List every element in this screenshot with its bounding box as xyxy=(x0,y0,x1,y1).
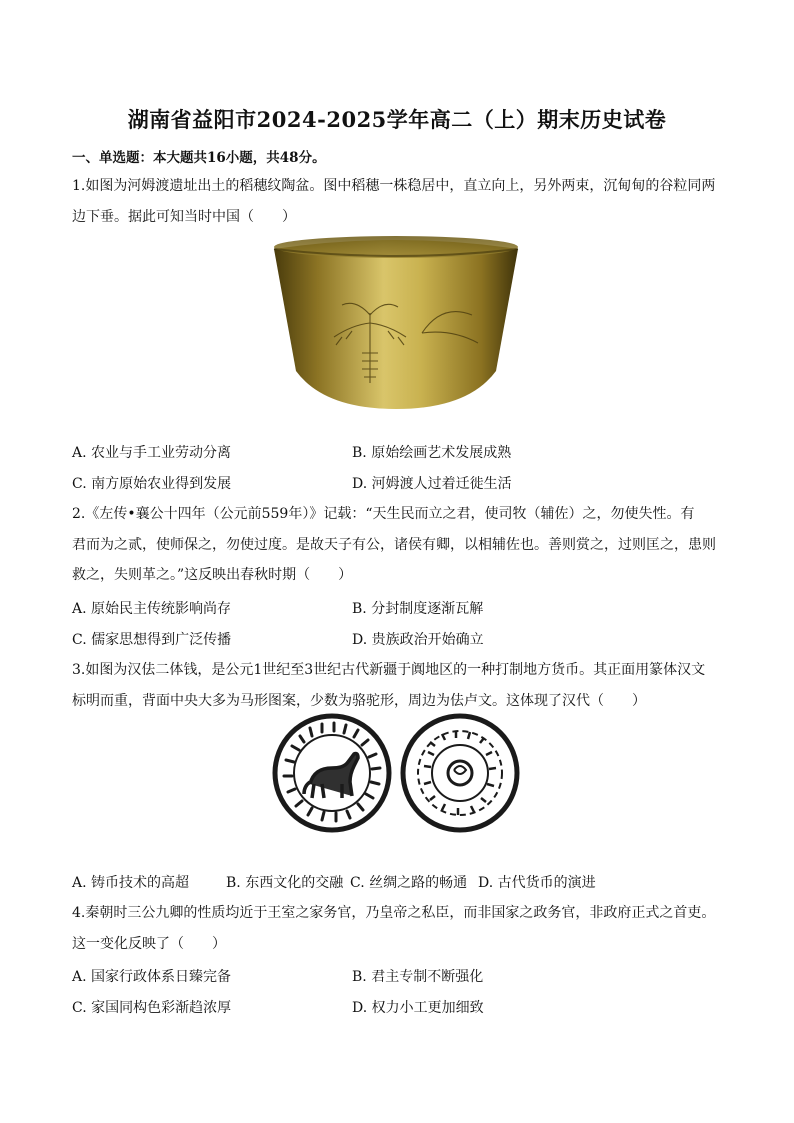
han-kharosthi-coins-image xyxy=(270,712,522,834)
option-c[interactable]: C. 丝绸之路的畅通 xyxy=(350,875,468,891)
stem-line: 君而为之贰，使师保之，勿使过度。是故天子有公，诸侯有卿，以相辅佐也。善则赏之，过则匡之，患则 xyxy=(72,536,716,553)
option-d[interactable]: D. 贵族政治开始确立 xyxy=(352,632,484,648)
option-a[interactable]: A. 农业与手工业劳动分离 xyxy=(72,445,232,461)
section-heading: 一、单选题：本大题共16小题，共48分。 xyxy=(72,150,326,166)
option-b[interactable]: B. 原始绘画艺术发展成熟 xyxy=(352,445,512,461)
option-a[interactable]: A. 国家行政体系日臻完备 xyxy=(72,969,232,985)
option-b[interactable]: B. 东西文化的交融 xyxy=(226,875,344,891)
stem-line: 标明而重，背面中央大多为马形图案，少数为骆驼形，周边为佉卢文。这体现了汉代（ ） xyxy=(72,692,646,709)
question-1-stem xyxy=(72,171,724,232)
question-4-stem xyxy=(72,898,724,959)
option-d[interactable]: D. 权力小工更加细致 xyxy=(352,1000,484,1016)
stem-line: 3.如图为汉佉二体钱，是公元1世纪至3世纪古代新疆于阗地区的一种打制地方货币。其正面用篆体汉文 xyxy=(72,662,706,678)
option-c[interactable]: C. 儒家思想得到广泛传播 xyxy=(72,632,232,648)
coin-obverse xyxy=(275,716,389,830)
stem-line: 1.如图为河姆渡遗址出土的稻穗纹陶盆。图中稻穗一株稳居中，直立向上，另外两束，沉甸甸的谷粒同两 xyxy=(72,178,716,194)
option-b[interactable]: B. 分封制度逐渐瓦解 xyxy=(352,601,484,617)
rice-ear-pottery-bowl-image xyxy=(272,233,520,411)
stem-line: 救之，失则革之。”这反映出春秋时期（ ） xyxy=(72,567,353,583)
option-a[interactable]: A. 铸币技术的高超 xyxy=(72,875,190,891)
option-a[interactable]: A. 原始民主传统影响尚存 xyxy=(72,601,232,617)
option-d[interactable]: D. 河姆渡人过着迁徙生活 xyxy=(352,476,512,492)
stem-line: 这一变化反映了（ ） xyxy=(72,935,226,952)
question-2-stem xyxy=(72,499,724,591)
stem-line: 边下垂。据此可知当时中国（ ） xyxy=(72,208,296,225)
option-c[interactable]: C. 家国同构色彩渐趋浓厚 xyxy=(72,1000,232,1016)
option-d[interactable]: D. 古代货币的演进 xyxy=(478,875,596,891)
option-c[interactable]: C. 南方原始农业得到发展 xyxy=(72,476,232,492)
option-b[interactable]: B. 君主专制不断强化 xyxy=(352,969,484,985)
question-3-stem xyxy=(72,655,724,716)
page-title: 湖南省益阳市2024-2025学年高二（上）期末历史试卷 xyxy=(127,107,667,132)
stem-line: 4.秦朝时三公九卿的性质均近于王室之家务官，乃皇帝之私臣，而非国家之政务官，非政府正式之首吏。 xyxy=(72,905,716,921)
coin-reverse xyxy=(403,716,517,830)
stem-line: 2.《左传•襄公十四年（公元前559年）》记载：“天生民而立之君，使司牧（辅佐）之，勿使失性。有 xyxy=(72,506,695,522)
